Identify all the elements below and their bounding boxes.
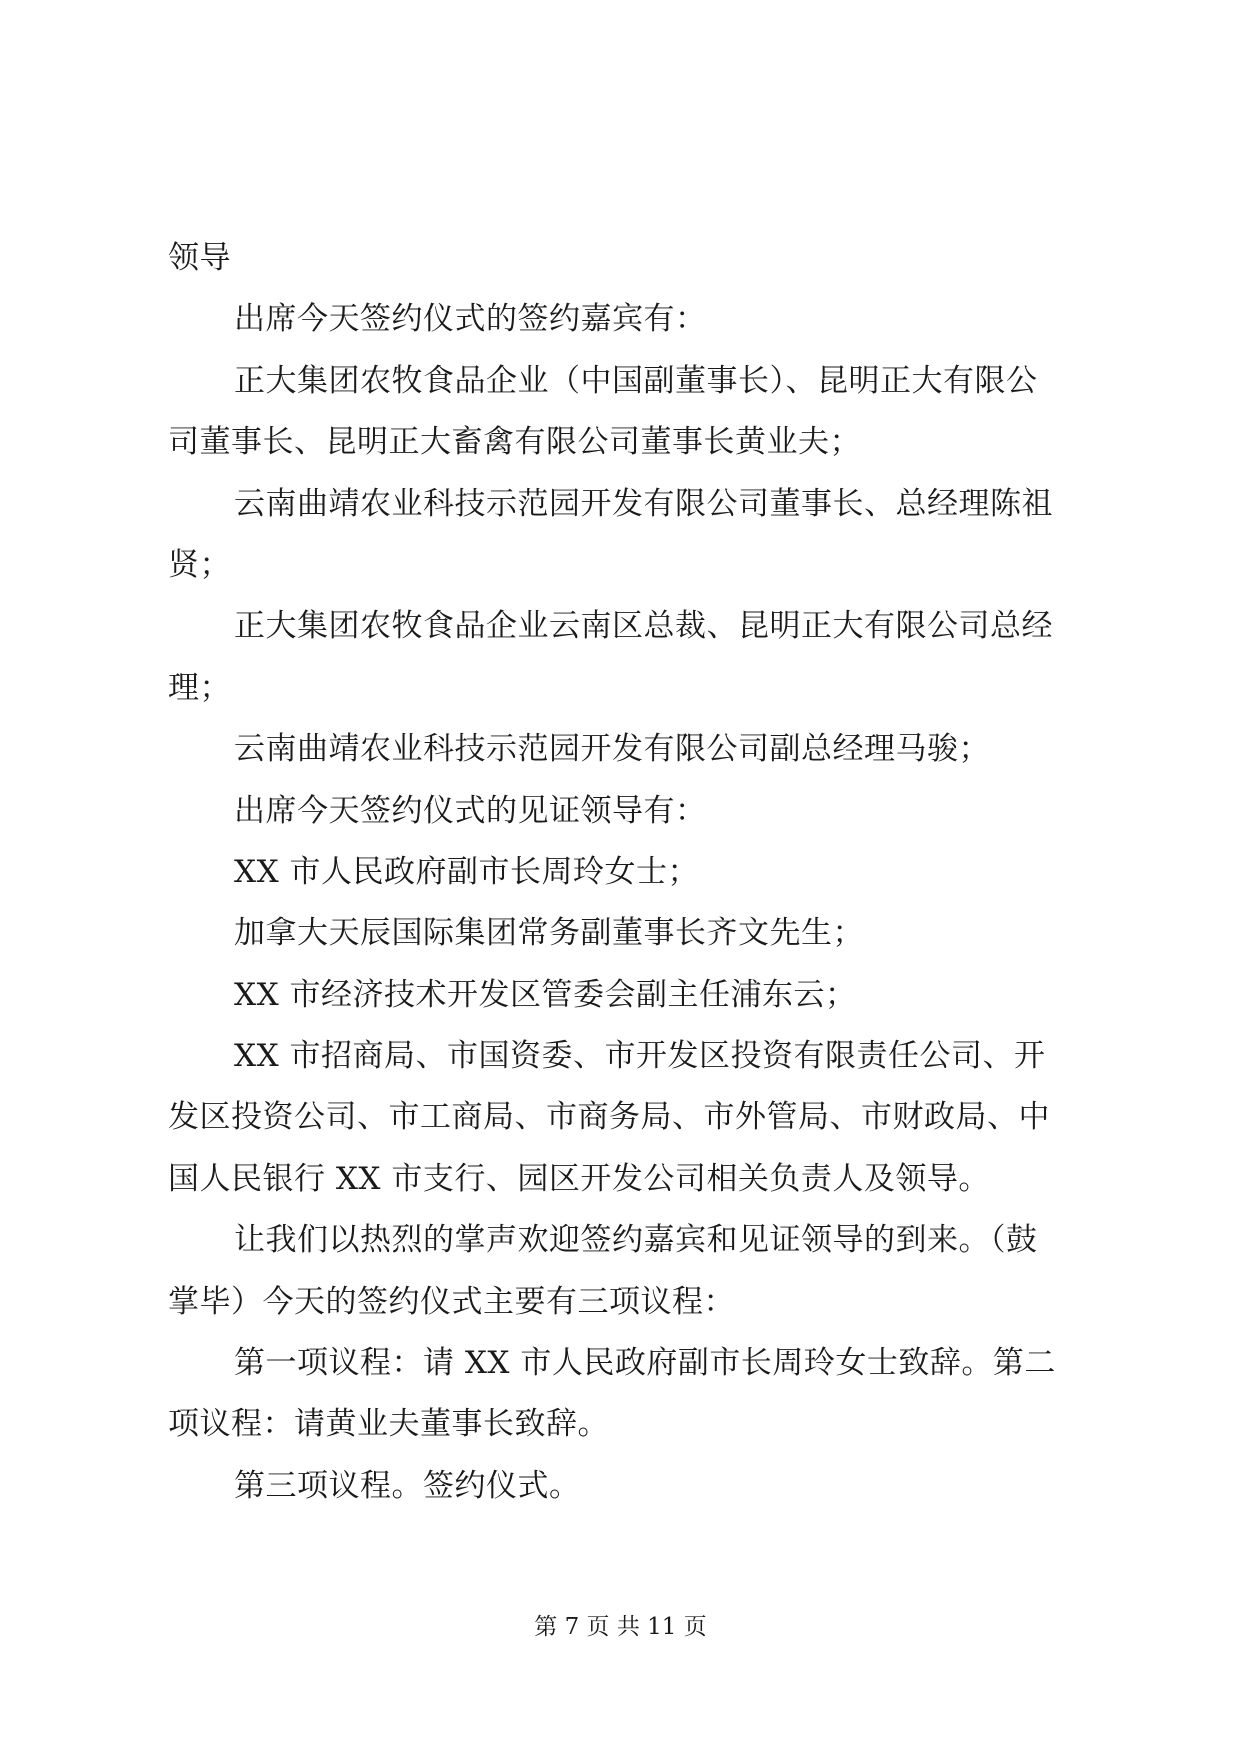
text-line: 掌毕）今天的签约仪式主要有三项议程： (168, 1283, 735, 1320)
text-line: 发区投资公司、市工商局、市商务局、市外管局、市财政局、中 (168, 1099, 1050, 1136)
text-line: 领导 (168, 240, 231, 276)
text-line: 理； (168, 669, 231, 706)
text-line: 出席今天签约仪式的见证领导有： (234, 792, 707, 829)
text-line: 云南曲靖农业科技示范园开发有限公司副总经理马骏； (234, 731, 990, 768)
text-line: 司董事长、昆明正大畜禽有限公司董事长黄业夫； (168, 424, 861, 461)
text-line: 第三项议程。签约仪式。 (234, 1467, 581, 1504)
text-line: 贤； (168, 546, 231, 583)
text-line: 国人民银行 XX 市支行、园区开发公司相关负责人及领导。 (168, 1160, 990, 1197)
text-line: 让我们以热烈的掌声欢迎签约嘉宾和见证领导的到来。（鼓 (234, 1222, 1038, 1259)
text-line: 正大集团农牧食品企业（中国副董事长）、昆明正大有限公 (234, 362, 1038, 399)
text-line: 云南曲靖农业科技示范园开发有限公司董事长、总经理陈祖 (234, 485, 1053, 522)
page-number-footer: 第 7 页 共 11 页 (534, 1614, 707, 1640)
text-line: 第一项议程：请 XX 市人民政府副市长周玲女士致辞。第二 (234, 1345, 1056, 1382)
text-line: XX 市招商局、市国资委、市开发区投资有限责任公司、开 (234, 1038, 1046, 1075)
text-line: 加拿大天辰国际集团常务副董事长齐文先生； (234, 915, 864, 952)
text-line: 出席今天签约仪式的签约嘉宾有： (234, 301, 707, 338)
document-body (168, 228, 1078, 1517)
text-line: 项议程：请黄业夫董事长致辞。 (168, 1406, 609, 1443)
text-line: XX 市人民政府副市长周玲女士； (234, 853, 699, 890)
text-line: XX 市经济技术开发区管委会副主任浦东云； (234, 976, 857, 1013)
text-line: 正大集团农牧食品企业云南区总裁、昆明正大有限公司总经 (234, 608, 1053, 645)
